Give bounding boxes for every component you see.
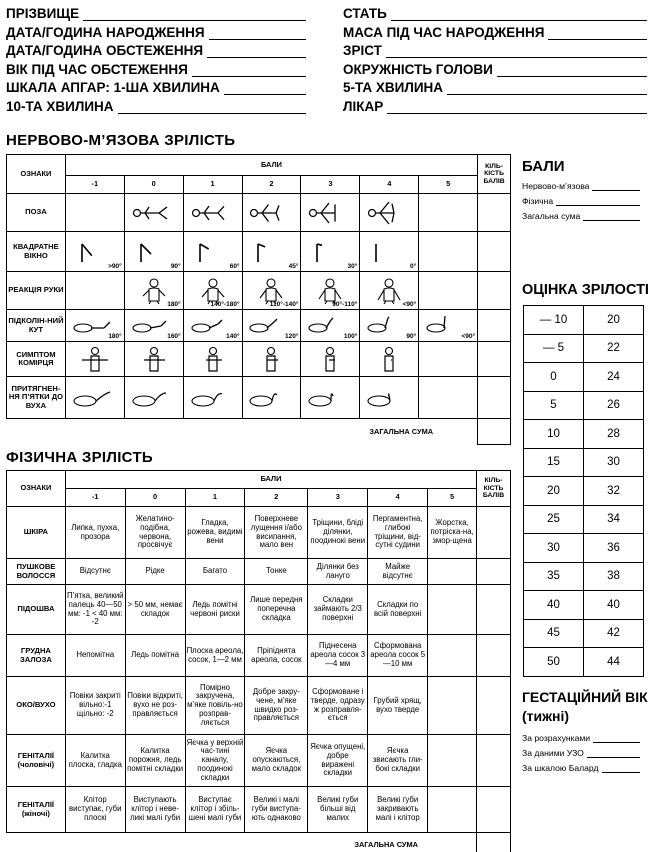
neuro-row: [7, 377, 511, 419]
score-col-header: 1: [185, 489, 245, 507]
phys-score-cell[interactable]: Ділянки без лануго: [308, 559, 368, 585]
neuro-score-cell[interactable]: [242, 272, 301, 310]
gest-age-line[interactable]: [587, 749, 640, 758]
phys-score-cell[interactable]: Пергаментна, глибокі тріщини, від-сутні судини: [368, 507, 428, 559]
maturity-score: — 5: [524, 334, 584, 363]
neuro-score-cell[interactable]: [183, 194, 242, 232]
phys-score-cell[interactable]: Складки по всій поверхні: [368, 585, 428, 635]
maturity-weeks: 44: [584, 648, 644, 677]
heel-to-ear-icon: [302, 384, 358, 412]
square-window-icon: [361, 238, 417, 266]
neuro-score-cell[interactable]: [360, 310, 419, 342]
neuro-score-cell[interactable]: [242, 232, 301, 272]
angle-label: 90°-110°: [332, 300, 358, 308]
phys-score-cell[interactable]: Повіки відкриті, вухо не роз-правляється: [125, 677, 185, 735]
header-field[interactable]: [343, 6, 647, 21]
phys-score-cell[interactable]: Яєчка опускаються, мало складок: [245, 735, 308, 787]
header-field[interactable]: [6, 43, 306, 58]
neuro-score-cell[interactable]: [301, 232, 360, 272]
angle-label: 160°: [167, 332, 181, 340]
phys-table: [6, 470, 511, 852]
score-col-header: 1: [183, 176, 242, 194]
neuro-score-cell[interactable]: [301, 310, 360, 342]
neuro-score-cell[interactable]: [301, 342, 360, 377]
phys-score-cell[interactable]: Липка, пухка, прозора: [65, 507, 125, 559]
neuro-score-cell[interactable]: [183, 377, 242, 419]
maturity-weeks: 24: [584, 363, 644, 392]
maturity-score: 30: [524, 534, 584, 563]
phys-score-cell[interactable]: [428, 787, 477, 833]
posture-figure-icon: [302, 199, 358, 227]
maturity-score: 45: [524, 619, 584, 648]
phys-score-cell[interactable]: Великі губи закривають малі і клітор: [368, 787, 428, 833]
maturity-row: [524, 306, 644, 335]
header-field-line[interactable]: [192, 65, 306, 77]
phys-score-cell[interactable]: Калитка порожня, ледь помітні складки: [125, 735, 185, 787]
phys-score-cell[interactable]: Великі губи більші від малих: [308, 787, 368, 833]
phys-score-cell[interactable]: Тріщини, бліді ділянки, поодинокі вени: [308, 507, 368, 559]
header-field-line[interactable]: [83, 9, 306, 21]
header-field-label: ШКАЛА АПГАР: 1-ША ХВИЛИНА: [6, 80, 220, 95]
header-field-line[interactable]: [387, 102, 647, 114]
neuro-score-cell[interactable]: [183, 272, 242, 310]
phys-scores-header: БАЛИ: [65, 471, 476, 489]
phys-row: [7, 559, 511, 585]
maturity-score: 5: [524, 391, 584, 420]
phys-score-cell[interactable]: [428, 677, 477, 735]
maturity-row: [524, 562, 644, 591]
score-summary-label: Фізична: [522, 196, 554, 206]
phys-row: [7, 507, 511, 559]
maturity-row: [524, 648, 644, 677]
neuro-score-cell[interactable]: [124, 194, 183, 232]
neuro-score-cell[interactable]: [124, 310, 183, 342]
score-col-header: 5: [428, 489, 477, 507]
phys-row: [7, 787, 511, 833]
angle-label: 180°: [108, 332, 122, 340]
neuro-score-cell[interactable]: [65, 194, 124, 232]
gest-age-field[interactable]: [522, 733, 640, 743]
neuro-row-label: ПРИТЯГНЕН-НЯ П’ЯТКИ ДО ВУХА: [7, 377, 66, 419]
angle-label: 100°: [343, 332, 358, 340]
phys-total-cell[interactable]: [477, 833, 511, 852]
score-col-header: 3: [308, 489, 368, 507]
gest-age-line[interactable]: [593, 734, 640, 743]
neuro-score-cell[interactable]: [65, 377, 124, 419]
neuro-score-cell[interactable]: [65, 272, 124, 310]
score-summary-label: Загальна сума: [522, 211, 581, 221]
angle-label: 140°: [226, 332, 240, 340]
angle-label: 110°-140°: [269, 300, 299, 308]
maturity-weeks: 40: [584, 591, 644, 620]
header-field-line[interactable]: [497, 65, 647, 77]
maturity-weeks: 22: [584, 334, 644, 363]
phys-row-count-cell[interactable]: [477, 677, 511, 735]
neuro-row: [7, 272, 511, 310]
score-col-header: 5: [419, 176, 478, 194]
score-col-header: 2: [245, 489, 308, 507]
phys-score-cell[interactable]: [428, 585, 477, 635]
neuro-score-cell[interactable]: [419, 194, 478, 232]
neuro-row-label: ПІДКОЛІН-НИЙ КУТ: [7, 310, 66, 342]
neuro-row-label: ПОЗА: [7, 194, 66, 232]
phys-row-label: ПУШКОВЕ ВОЛОССЯ: [7, 559, 66, 585]
header-field[interactable]: [6, 6, 306, 21]
phys-score-cell[interactable]: Добре закру-чене, м’яке швидко роз-правляється: [245, 677, 308, 735]
neuro-score-cell[interactable]: [183, 232, 242, 272]
header-field-label: СТАТЬ: [343, 6, 387, 21]
neuro-total-cell[interactable]: [478, 419, 511, 445]
scarf-sign-icon: [361, 345, 417, 373]
score-col-header: 0: [125, 489, 185, 507]
square-window-icon: [126, 238, 182, 266]
phys-score-cell[interactable]: Помірно закручена, м’яке повіль-но розправ-ляється: [185, 677, 245, 735]
posture-figure-icon: [126, 199, 182, 227]
header-field-line[interactable]: [548, 28, 647, 40]
maturity-score: 35: [524, 562, 584, 591]
header-field-line[interactable]: [207, 46, 306, 58]
maturity-title: ОЦІНКА ЗРІЛОСТІ: [522, 282, 649, 298]
angle-label: 140°-180°: [210, 300, 240, 308]
phys-row-label: ГРУДНА ЗАЛОЗА: [7, 635, 66, 677]
score-col-header: 3: [301, 176, 360, 194]
gest-age-label: За даними УЗО: [522, 748, 584, 758]
maturity-weeks: 30: [584, 448, 644, 477]
header-field-line[interactable]: [386, 46, 647, 58]
neuro-score-cell[interactable]: [124, 342, 183, 377]
phys-score-cell[interactable]: Ледь помітні червоні риски: [185, 585, 245, 635]
neuro-score-cell[interactable]: [360, 342, 419, 377]
scarf-sign-icon: [126, 345, 182, 373]
header-field[interactable]: [343, 62, 647, 77]
phys-score-cell[interactable]: [428, 635, 477, 677]
neuro-row-count-cell[interactable]: [478, 272, 511, 310]
neuro-score-cell[interactable]: [183, 310, 242, 342]
phys-score-cell[interactable]: Виступає клітор і збіль-шені малі губи: [185, 787, 245, 833]
maturity-score: 15: [524, 448, 584, 477]
neuro-score-cell[interactable]: [360, 272, 419, 310]
neuro-row: [7, 194, 511, 232]
phys-score-cell[interactable]: Поверхневе лущення і/або висипання, мало вен: [245, 507, 308, 559]
phys-section-title: ФІЗИЧНА ЗРІЛІСТЬ: [6, 449, 153, 466]
heel-to-ear-icon: [126, 384, 182, 412]
phys-score-cell[interactable]: Сформоване і тверде, одразу ж розправля-ється: [308, 677, 368, 735]
phys-row-label: ОКО/ВУХО: [7, 677, 66, 735]
header-field[interactable]: [343, 43, 647, 58]
phys-score-cell[interactable]: Яєчка у верхній час-тині каналу, поодинокі складки: [185, 735, 245, 787]
heel-to-ear-icon: [185, 384, 241, 412]
neuro-score-cell[interactable]: [242, 377, 301, 419]
angle-label: >90°: [108, 262, 122, 270]
neuro-score-cell[interactable]: [183, 342, 242, 377]
header-field-label: ЗРІСТ: [343, 43, 382, 58]
score-col-header: 4: [360, 176, 419, 194]
neuro-score-cell[interactable]: [124, 377, 183, 419]
phys-row-label: ГЕНІТАЛІЇ (чоловічі): [7, 735, 66, 787]
angle-label: 60°: [229, 262, 240, 270]
phys-row-label: ШКІРА: [7, 507, 66, 559]
header-field-label: ПРІЗВИЩЕ: [6, 6, 80, 21]
phys-score-cell[interactable]: [428, 559, 477, 585]
scores-panel-title: БАЛИ: [522, 158, 565, 175]
posture-figure-icon: [185, 199, 241, 227]
maturity-weeks: 26: [584, 391, 644, 420]
gest-title: ГЕСТАЦІЙНИЙ ВІК: [522, 689, 648, 705]
gest-age-field[interactable]: [522, 763, 640, 773]
posture-figure-icon: [361, 199, 417, 227]
maturity-weeks: 38: [584, 562, 644, 591]
header-field-label: МАСА ПІД ЧАС НАРОДЖЕННЯ: [343, 24, 545, 40]
phys-row-count-cell[interactable]: [477, 559, 511, 585]
phys-score-cell[interactable]: Яєчка опущені, добре виражені складки: [308, 735, 368, 787]
square-window-icon: [302, 238, 358, 266]
neuro-row-count-cell[interactable]: [478, 232, 511, 272]
angle-label: 180°: [167, 300, 181, 308]
neuro-score-cell[interactable]: [301, 194, 360, 232]
phys-score-cell[interactable]: Багато: [185, 559, 245, 585]
header-field-line[interactable]: [118, 102, 306, 114]
phys-row-label: ГЕНІТАЛІЇ (жіночі): [7, 787, 66, 833]
maturity-row: [524, 591, 644, 620]
phys-score-cell[interactable]: Клітор виступає, губи плоскі: [65, 787, 125, 833]
phys-row-count-cell[interactable]: [477, 787, 511, 833]
scarf-sign-icon: [185, 345, 241, 373]
header-field-line[interactable]: [447, 83, 647, 95]
phys-score-cell[interactable]: П’ятка, великий палець 40—50 мм: -1 < 40 мм: -2: [65, 585, 125, 635]
angle-label: 90°: [170, 262, 181, 270]
header-field[interactable]: [6, 62, 306, 77]
phys-score-cell[interactable]: Виступають клітор і неве-ликі малі губи: [125, 787, 185, 833]
neuro-score-cell[interactable]: [360, 194, 419, 232]
header-field-line[interactable]: [224, 83, 306, 95]
maturity-row: [524, 505, 644, 534]
phys-row-label: ПІДОШВА: [7, 585, 66, 635]
neuro-row-label: КВАДРАТНЕ ВІКНО: [7, 232, 66, 272]
phys-score-cell[interactable]: Піднесена ареола сосок 3—4 мм: [308, 635, 368, 677]
header-field-line[interactable]: [391, 9, 647, 21]
neuro-table: [6, 154, 511, 445]
phys-score-cell[interactable]: Тонке: [245, 559, 308, 585]
neuro-score-cell[interactable]: [419, 342, 478, 377]
header-field-label: 5-ТА ХВИЛИНА: [343, 80, 444, 95]
neuro-score-cell[interactable]: [65, 232, 124, 272]
maturity-row: [524, 334, 644, 363]
header-field[interactable]: [6, 99, 306, 114]
maturity-row: [524, 363, 644, 392]
phys-row-count-cell[interactable]: [477, 635, 511, 677]
maturity-score: 25: [524, 505, 584, 534]
score-summary-field[interactable]: [522, 181, 640, 191]
neuro-row-label: СИМПТОМ КОМІРЦЯ: [7, 342, 66, 377]
header-field-label: ЛІКАР: [343, 98, 384, 114]
maturity-score: 40: [524, 591, 584, 620]
phys-row: [7, 677, 511, 735]
phys-score-cell[interactable]: Лише передня поперечна складка: [245, 585, 308, 635]
square-window-icon: [244, 238, 300, 266]
neuro-row: [7, 342, 511, 377]
phys-score-cell[interactable]: Жорстка, потріска-на, змор-щена: [428, 507, 477, 559]
neuro-row-count-cell[interactable]: [478, 194, 511, 232]
scarf-sign-icon: [244, 345, 300, 373]
phys-score-cell[interactable]: Рідке: [125, 559, 185, 585]
neuro-section-title: НЕРВОВО-М’ЯЗОВА ЗРІЛІСТЬ: [6, 132, 236, 149]
maturity-row: [524, 420, 644, 449]
neuro-score-cell[interactable]: [360, 232, 419, 272]
neuro-row-count-cell[interactable]: [478, 377, 511, 419]
phys-score-cell[interactable]: Гладка, рожева, видимі вени: [185, 507, 245, 559]
maturity-score: 50: [524, 648, 584, 677]
neuro-count-header: КІЛЬ-КІСТЬ БАЛІВ: [478, 155, 511, 194]
neuro-score-cell[interactable]: [360, 377, 419, 419]
heel-to-ear-icon: [361, 384, 417, 412]
score-col-header: 0: [124, 176, 183, 194]
angle-label: 0°: [410, 262, 417, 270]
heel-to-ear-icon: [67, 384, 123, 412]
score-col-header: -1: [65, 176, 124, 194]
neuro-score-cell[interactable]: [65, 342, 124, 377]
phys-score-cell[interactable]: Калитка плоска, гладка: [65, 735, 125, 787]
phys-score-cell[interactable]: Плоска ареола, сосок, 1—2 мм: [185, 635, 245, 677]
neuro-score-cell[interactable]: [65, 310, 124, 342]
gest-subtitle: (тижні): [522, 708, 570, 724]
neuro-total-label: ЗАГАЛЬНА СУМА: [369, 426, 434, 436]
neuro-signs-header: ОЗНАКИ: [7, 155, 66, 194]
phys-row-count-cell[interactable]: [477, 585, 511, 635]
phys-total-label: ЗАГАЛЬНА СУМА: [354, 839, 419, 849]
header-field[interactable]: [6, 25, 306, 40]
angle-label: 45°: [288, 262, 299, 270]
score-summary-field[interactable]: [522, 211, 640, 221]
maturity-row: [524, 448, 644, 477]
score-summary-label: Нервово-м’язова: [522, 181, 590, 191]
maturity-row: [524, 534, 644, 563]
neuro-row: [7, 310, 511, 342]
square-window-icon: [185, 238, 241, 266]
neuro-score-cell[interactable]: [124, 232, 183, 272]
gest-age-field[interactable]: [522, 748, 640, 758]
header-field[interactable]: [343, 99, 647, 114]
neuro-score-cell[interactable]: [419, 232, 478, 272]
score-col-header: -1: [65, 489, 125, 507]
gest-age-line[interactable]: [602, 764, 640, 773]
header-field-label: ОКРУЖНІСТЬ ГОЛОВИ: [343, 61, 493, 77]
neuro-score-cell[interactable]: [242, 310, 301, 342]
maturity-weeks: 32: [584, 477, 644, 506]
phys-row-count-cell[interactable]: [477, 735, 511, 787]
neuro-row-count-cell[interactable]: [478, 342, 511, 377]
phys-score-cell[interactable]: Складки займають 2/3 поверхні: [308, 585, 368, 635]
heel-to-ear-icon: [244, 384, 300, 412]
neuro-row-count-cell[interactable]: [478, 310, 511, 342]
phys-row: [7, 735, 511, 787]
header-field-label: ВІК ПІД ЧАС ОБСТЕЖЕННЯ: [6, 61, 188, 77]
angle-label: 90°: [406, 332, 417, 340]
maturity-row: [524, 391, 644, 420]
header-field[interactable]: [6, 80, 306, 95]
phys-score-cell[interactable]: Відсутнє: [65, 559, 125, 585]
phys-score-cell[interactable]: Грубий хрящ, вухо тверде: [368, 677, 428, 735]
phys-score-cell[interactable]: Майже відсутнє: [368, 559, 428, 585]
angle-label: 120°: [284, 332, 299, 340]
neuro-row: [7, 232, 511, 272]
phys-row: [7, 635, 511, 677]
neuro-score-cell[interactable]: [124, 272, 183, 310]
maturity-weeks: 28: [584, 420, 644, 449]
maturity-row: [524, 619, 644, 648]
score-col-header: 2: [242, 176, 301, 194]
scarf-sign-icon: [302, 345, 358, 373]
header-field[interactable]: [343, 80, 647, 95]
phys-score-cell[interactable]: Великі і малі губи виступа-ють однаково: [245, 787, 308, 833]
phys-score-cell[interactable]: [428, 735, 477, 787]
neuro-score-cell[interactable]: [419, 310, 478, 342]
phys-score-cell[interactable]: Желатино-подібна, червона, просвічує: [125, 507, 185, 559]
maturity-score: 10: [524, 420, 584, 449]
neuro-score-cell[interactable]: [301, 272, 360, 310]
angle-label: <90°: [461, 332, 476, 340]
gest-age-label: За розрахунками: [522, 733, 591, 743]
score-summary-line[interactable]: [556, 197, 640, 206]
score-summary-line[interactable]: [592, 182, 640, 191]
maturity-weeks: 36: [584, 534, 644, 563]
neuro-score-cell[interactable]: [301, 377, 360, 419]
phys-row: [7, 585, 511, 635]
maturity-score: — 10: [524, 306, 584, 335]
neuro-score-cell[interactable]: [242, 194, 301, 232]
phys-score-cell[interactable]: Повіки закриті вільно:-1 щільно: -2: [65, 677, 125, 735]
header-field-line[interactable]: [209, 28, 306, 40]
maturity-score: 0: [524, 363, 584, 392]
header-field-label: ДАТА/ГОДИНА ОБСТЕЖЕННЯ: [6, 43, 204, 58]
phys-score-cell[interactable]: Ледь помітна: [125, 635, 185, 677]
neuro-row-label: РЕАКЦІЯ РУКИ: [7, 272, 66, 310]
phys-row-count-cell[interactable]: [477, 507, 511, 559]
maturity-table: [523, 305, 644, 677]
maturity-weeks: 42: [584, 619, 644, 648]
gest-age-label: За шкалою Балард: [522, 763, 599, 773]
neuro-scores-header: БАЛИ: [65, 155, 477, 176]
maturity-row: [524, 477, 644, 506]
scarf-sign-icon: [67, 345, 123, 373]
neuro-score-cell[interactable]: [419, 377, 478, 419]
posture-figure-icon: [244, 199, 300, 227]
phys-score-cell[interactable]: Сформована ареола сосок 5—10 мм: [368, 635, 428, 677]
neuro-score-cell[interactable]: [242, 342, 301, 377]
square-window-icon: [67, 238, 123, 266]
header-field-label: ДАТА/ГОДИНА НАРОДЖЕННЯ: [6, 24, 205, 40]
score-col-header: 4: [368, 489, 428, 507]
maturity-weeks: 20: [584, 306, 644, 335]
phys-signs-header: ОЗНАКИ: [7, 471, 66, 507]
score-summary-line[interactable]: [583, 212, 640, 221]
phys-score-cell[interactable]: > 50 мм, немає складок: [125, 585, 185, 635]
maturity-weeks: 34: [584, 505, 644, 534]
maturity-score: 20: [524, 477, 584, 506]
angle-label: 30°: [347, 262, 358, 270]
phys-score-cell[interactable]: Непомітна: [65, 635, 125, 677]
phys-score-cell[interactable]: Пріпіднята ареола, сосок: [245, 635, 308, 677]
phys-count-header: КІЛЬ-КІСТЬ БАЛІВ: [477, 471, 511, 507]
score-summary-field[interactable]: [522, 196, 640, 206]
phys-score-cell[interactable]: Яєчка звисають гли-бокі складки: [368, 735, 428, 787]
angle-label: <90°: [402, 300, 417, 308]
header-field-label: 10-ТА ХВИЛИНА: [6, 98, 114, 114]
neuro-score-cell[interactable]: [419, 272, 478, 310]
header-field[interactable]: [343, 25, 647, 40]
